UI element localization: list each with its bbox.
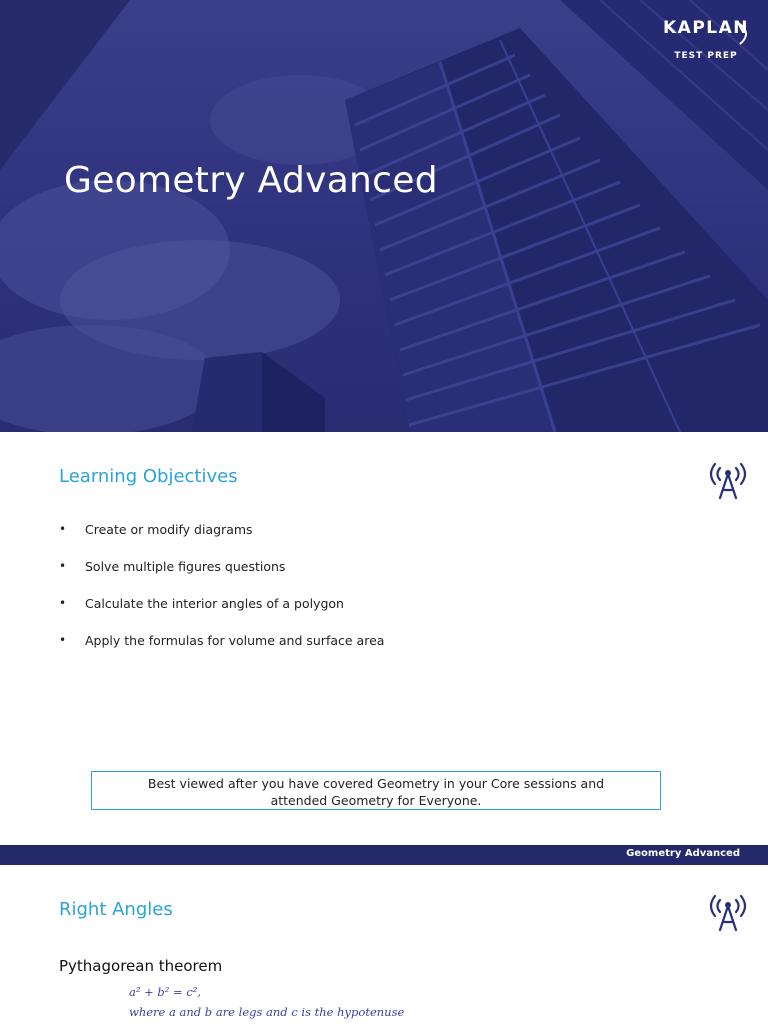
title-slide bbox=[0, 0, 768, 432]
note-line: Best viewed after you have covered Geometry in your Core sessions and bbox=[147, 776, 605, 791]
objective-text: Apply the formulas for volume and surface area bbox=[85, 633, 385, 648]
logo-wordmark: KAPLAN bbox=[662, 18, 749, 38]
slide-title: Learning Objectives bbox=[59, 466, 238, 487]
learning-objectives-slide bbox=[0, 432, 768, 859]
slide-title: Right Angles bbox=[59, 899, 173, 920]
broadcast-tower-icon bbox=[706, 458, 750, 502]
logo-swoosh bbox=[660, 18, 752, 52]
skyscraper-background bbox=[0, 0, 768, 432]
right-angles-slide bbox=[0, 865, 768, 1024]
note-line: attended Geometry for Everyone. bbox=[270, 793, 482, 808]
bullet: • bbox=[59, 522, 67, 536]
prerequisite-note bbox=[91, 771, 661, 810]
bullet: • bbox=[59, 633, 67, 647]
broadcast-tower-icon bbox=[706, 890, 750, 934]
logo-subtitle: TEST PREP bbox=[674, 51, 738, 61]
bullet: • bbox=[59, 559, 67, 573]
slide-footer bbox=[0, 845, 768, 865]
footer-title: Geometry Advanced bbox=[626, 848, 740, 859]
formula-note: where a and b are legs and c is the hypotenuse bbox=[129, 1005, 405, 1019]
kaplan-logo bbox=[660, 18, 752, 66]
formula-text: a² + b² = c², bbox=[129, 985, 202, 999]
bullet: • bbox=[59, 596, 67, 610]
topic-heading: Pythagorean theorem bbox=[59, 957, 223, 975]
objective-text: Calculate the interior angles of a polygon bbox=[85, 596, 344, 611]
deck-title: Geometry Advanced bbox=[64, 160, 438, 201]
objective-text: Create or modify diagrams bbox=[85, 522, 253, 537]
objective-text: Solve multiple figures questions bbox=[85, 559, 286, 574]
